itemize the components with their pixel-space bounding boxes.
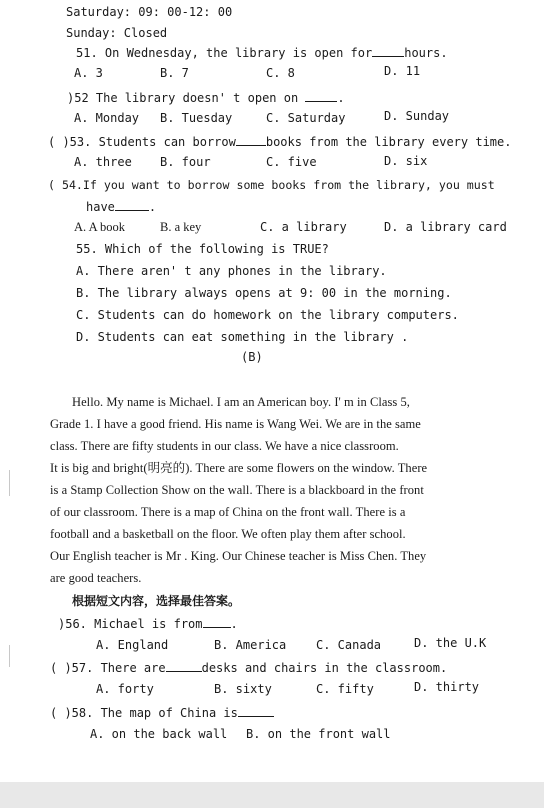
passage-line-9: are good teachers. <box>50 571 142 585</box>
question-53 <box>48 134 511 149</box>
passage-line-7: football and a basketball on the floor. We often play them after school. <box>50 527 406 541</box>
q55-option-d[interactable]: D. Students can eat something in the library . <box>76 330 409 344</box>
question-57 <box>50 660 447 675</box>
q58-option-a[interactable]: A. on the back wall <box>90 727 228 741</box>
answer-blank[interactable] <box>305 90 337 102</box>
answer-blank[interactable] <box>115 199 149 211</box>
q53-option-c[interactable]: C. five <box>266 155 317 169</box>
q51-option-c[interactable]: C. 8 <box>266 66 295 80</box>
q55-option-b[interactable]: B. The library always opens at 9: 00 in the morning. <box>76 286 452 300</box>
q53-option-d[interactable]: D. six <box>384 154 428 168</box>
question-58-stem: ( )58. The map of China is <box>50 706 238 720</box>
schedule-saturday: Saturday: 09: 00-12: 00 <box>66 5 233 19</box>
q52-option-c[interactable]: C. Saturday <box>266 111 346 125</box>
q56-option-c[interactable]: C. Canada <box>316 638 382 652</box>
scan-mark <box>9 470 10 496</box>
q52-option-b[interactable]: B. Tuesday <box>160 111 233 125</box>
answer-blank[interactable] <box>166 660 202 672</box>
question-57-stem: ( )57. There are <box>50 661 166 675</box>
passage-line-5: is a Stamp Collection Show on the wall. There is a blackboard in the front <box>50 483 424 497</box>
question-54: ( 54.If you want to borrow some books from the library, you must <box>48 178 495 192</box>
question-54-have: have <box>86 200 115 214</box>
question-56-stem: )56. Michael is from <box>58 617 203 631</box>
passage-line-6: of our classroom. There is a map of China on the front wall. There is a <box>50 505 406 519</box>
question-53-stem-end: books from the library every time. <box>265 135 512 149</box>
passage-line-1: Hello. My name is Michael. I am an American boy. I' m in Class 5, <box>72 395 410 409</box>
q54-option-c[interactable]: C. a library <box>260 220 347 234</box>
q52-option-a[interactable]: A. Monday <box>74 111 140 125</box>
passage-line-4: It is big and bright(明亮的). There are some flowers on the window. There <box>50 461 428 475</box>
q57-option-a[interactable]: A. forty <box>96 682 154 696</box>
instruction: 根据短文内容，选择最佳答案。 <box>72 594 241 608</box>
q57-option-c[interactable]: C. fifty <box>316 682 374 696</box>
q51-option-b[interactable]: B. 7 <box>160 66 189 80</box>
q51-option-a[interactable]: A. 3 <box>74 66 103 80</box>
q58-option-b[interactable]: B. on the front wall <box>246 727 391 741</box>
passage-line-8: Our English teacher is Mr . King. Our Chinese teacher is Miss Chen. They <box>50 549 427 563</box>
q57-option-d[interactable]: D. thirty <box>414 680 480 694</box>
question-57-stem-end: desks and chairs in the classroom. <box>201 661 448 675</box>
q55-option-c[interactable]: C. Students can do homework on the library computers. <box>76 308 459 322</box>
scan-mark <box>9 645 10 667</box>
answer-blank[interactable] <box>236 134 266 146</box>
question-52 <box>67 90 345 105</box>
question-52-stem-end: . <box>337 91 345 105</box>
passage-line-2: Grade 1. I have a good friend. His name is Wang Wei. We are in the same <box>50 417 421 431</box>
question-54-line2 <box>86 199 156 214</box>
q56-option-d[interactable]: D. the U.K <box>414 636 487 650</box>
question-58 <box>50 705 274 720</box>
q53-option-b[interactable]: B. four <box>160 155 211 169</box>
question-52-stem: )52 The library doesn' t open on <box>67 91 299 105</box>
q53-option-a[interactable]: A. three <box>74 155 132 169</box>
q57-option-b[interactable]: B. sixty <box>214 682 272 696</box>
answer-blank[interactable] <box>203 616 231 628</box>
page-bottom-band <box>0 782 544 808</box>
question-54-stem-end: . <box>148 200 157 214</box>
q52-option-d[interactable]: D. Sunday <box>384 109 450 123</box>
question-51-stem-end: hours. <box>404 46 448 60</box>
question-56-stem-end: . <box>230 617 238 631</box>
section-b-label: (B) <box>241 350 263 364</box>
q54-option-a[interactable]: A. A book <box>74 220 126 234</box>
schedule-sunday: Sunday: Closed <box>66 26 168 40</box>
q56-option-b[interactable]: B. America <box>214 638 287 652</box>
q54-option-d[interactable]: D. a library card <box>384 220 507 234</box>
question-51 <box>76 45 448 60</box>
question-55: 55. Which of the following is TRUE? <box>76 242 329 256</box>
passage-line-3: class. There are fifty students in our class. We have a nice classroom. <box>50 439 399 453</box>
question-53-stem: ( )53. Students can borrow <box>48 135 236 149</box>
q51-option-d[interactable]: D. 11 <box>384 64 421 78</box>
q55-option-a[interactable]: A. There aren' t any phones in the library. <box>76 264 387 278</box>
q54-option-b[interactable]: B. a key <box>160 220 202 234</box>
answer-blank[interactable] <box>238 705 274 717</box>
q56-option-a[interactable]: A. England <box>96 638 169 652</box>
question-51-stem: 51. On Wednesday, the library is open for <box>76 46 373 60</box>
question-56 <box>58 616 238 631</box>
answer-blank[interactable] <box>372 45 404 57</box>
